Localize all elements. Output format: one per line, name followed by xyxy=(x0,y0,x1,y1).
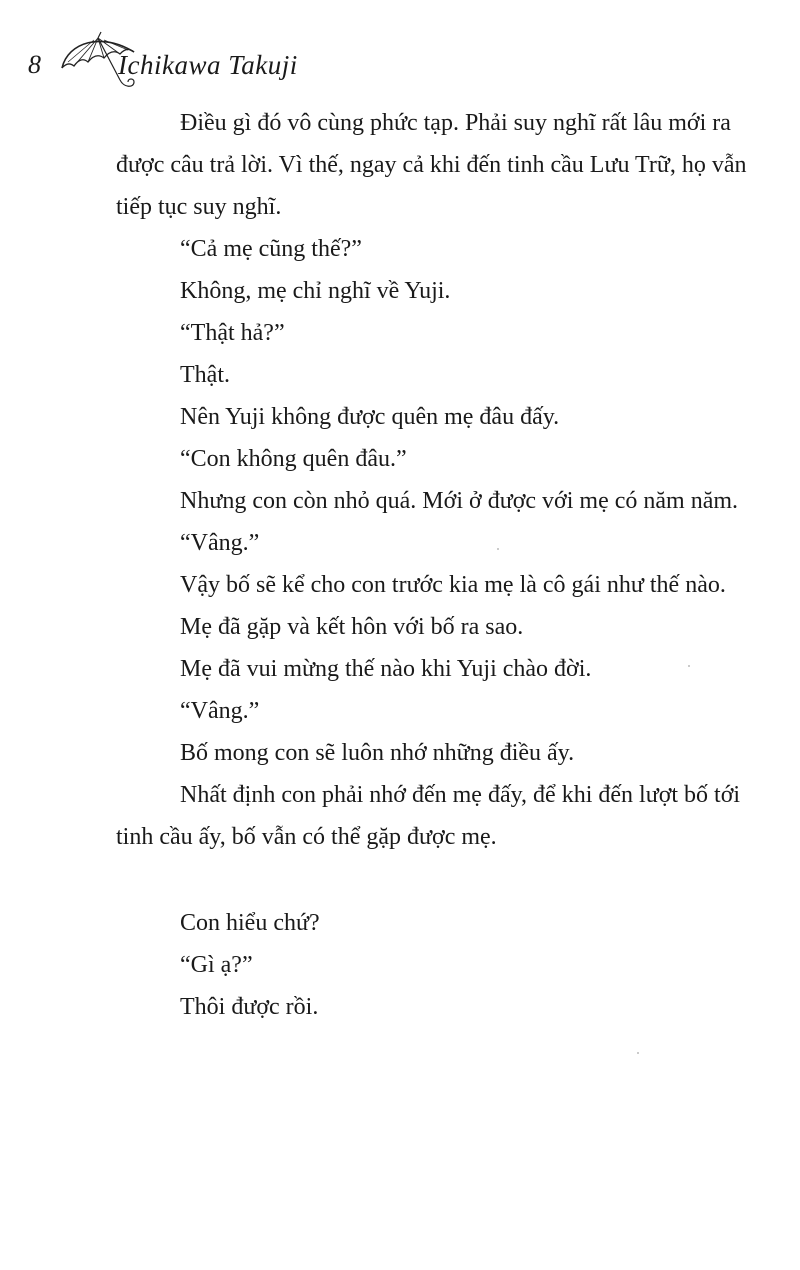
paragraph: “Gì ạ?” xyxy=(180,952,253,978)
paragraph: “Vâng.” xyxy=(180,530,260,556)
paragraph: “Vâng.” xyxy=(180,698,260,724)
paragraph: Nhưng con còn nhỏ quá. Mới ở được với mẹ có năm năm. xyxy=(180,488,739,514)
running-header xyxy=(28,28,428,98)
paragraph: Thật. xyxy=(180,362,230,388)
author-name: Ichikawa Takuji xyxy=(118,50,298,80)
paragraph: Thôi được rồi. xyxy=(180,994,319,1020)
paper-speck xyxy=(637,1052,639,1054)
paragraph: “Thật hả?” xyxy=(180,320,285,346)
paragraph: Nên Yuji không được quên mẹ đâu đấy. xyxy=(180,404,560,430)
paragraph: Con hiểu chứ? xyxy=(180,910,320,936)
paragraph: Nhất định con phải nhớ đến mẹ đấy, để khi đến lượt bố tới tinh cầu ấy, bố vẫn có thể gặp được mẹ. xyxy=(116,782,741,850)
paragraph: Không, mẹ chỉ nghĩ về Yuji. xyxy=(180,278,451,304)
paragraph: Mẹ đã gặp và kết hôn với bố ra sao. xyxy=(180,614,524,640)
page-number: 8 xyxy=(28,50,41,79)
paragraph: Mẹ đã vui mừng thế nào khi Yuji chào đời. xyxy=(180,656,592,682)
paragraph: Vậy bố sẽ kể cho con trước kia mẹ là cô gái như thế nào. xyxy=(180,572,726,598)
paper-speck xyxy=(497,548,499,550)
paragraph: Điều gì đó vô cùng phức tạp. Phải suy nghĩ rất lâu mới ra được câu trả lời. Vì thế, ngay cả khi đến tinh cầu Lưu Trữ, họ vẫn tiếp tục suy nghĩ. xyxy=(116,110,747,220)
paragraph: “Cả mẹ cũng thế?” xyxy=(180,236,362,262)
paragraph: “Con không quên đâu.” xyxy=(180,446,407,472)
body-text xyxy=(116,102,776,1028)
paragraph: Bố mong con sẽ luôn nhớ những điều ấy. xyxy=(180,740,575,766)
paper-speck xyxy=(688,665,690,667)
